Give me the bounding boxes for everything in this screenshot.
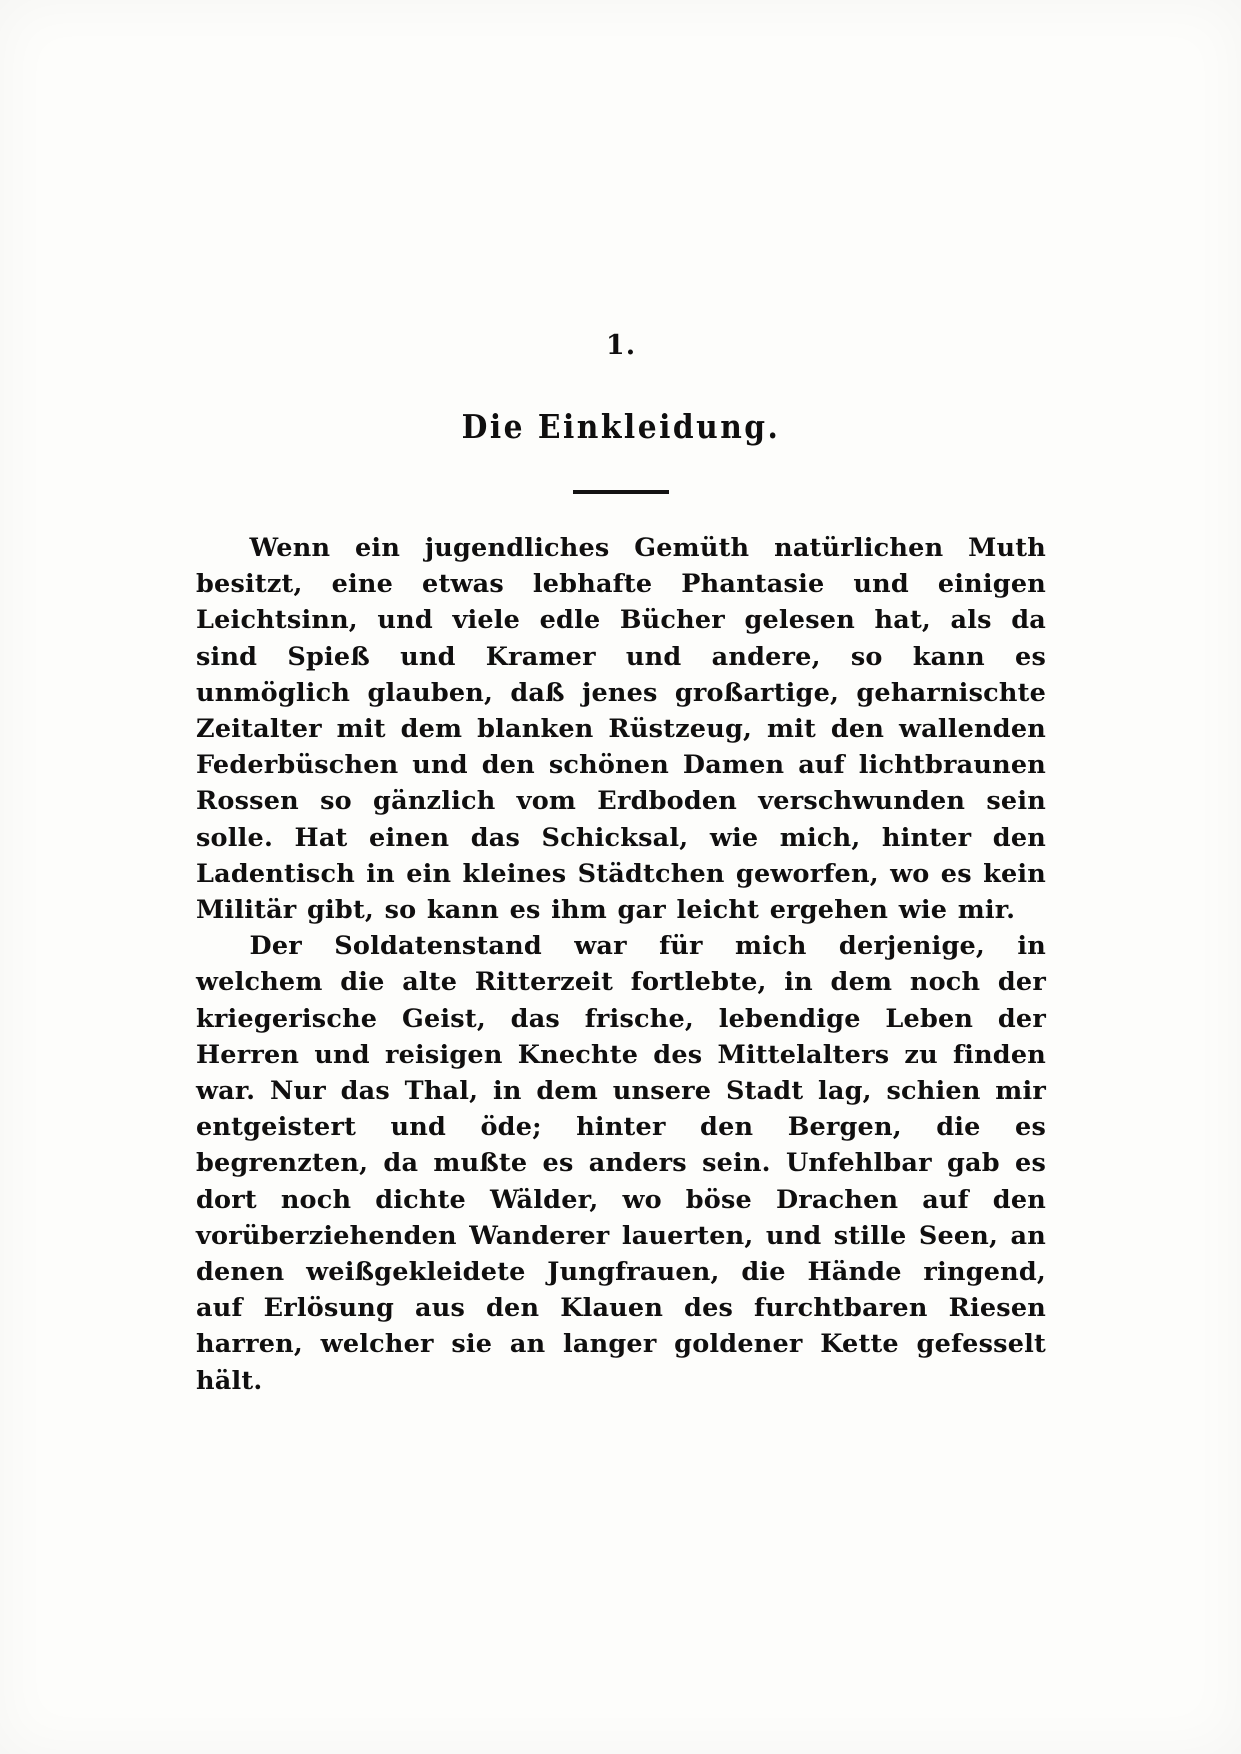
text-column — [196, 330, 1046, 1399]
section-divider — [196, 490, 1046, 494]
chapter-heading — [196, 330, 1046, 446]
body-text — [196, 530, 1046, 1399]
paragraph: Wenn ein jugendliches Gemüth natürlichen Muth besitzt, eine etwas lebhafte Phantasie und einigen Leichtsinn, und viele edle Bücher gelesen hat, als da sind Spieß und Kramer und andere, so kann es unmöglich glauben, daß jenes großartige, geharnischte Zeitalter mit dem blanken Rüstzeug, mit den wallenden Federbüschen und den schönen Damen auf lichtbraunen Rossen so gänzlich vom Erdboden verschwunden sein solle. Hat einen das Schicksal, wie mich, hinter den Ladentisch in ein kleines Städtchen geworfen, wo es kein Militär gibt, so kann es ihm gar leicht ergehen wie mir. — [196, 533, 1046, 926]
chapter-title: Die Einkleidung. — [461, 407, 781, 446]
paragraph: Der Soldatenstand war für mich derjenige, in welchem die alte Ritterzeit fortlebte, in dem noch der kriegerische Geist, das frische, lebendige Leben der Herren und reisigen Knechte des Mittelalters zu finden war. Nur das Thal, in dem unsere Stadt lag, schien mir entgeistert und öde; hinter den Bergen, die es begrenzten, da mußte es anders sein. Unfehlbar gab es dort noch dichte Wälder, wo böse Drachen auf den vorüberziehenden Wanderer lauerten, und stille Seen, an denen weißgekleidete Jungfrauen, die Hände ringend, auf Erlösung aus den Klauen des furchtbaren Riesen harren, welcher sie an langer goldener Kette gefesselt hält. — [196, 931, 1046, 1396]
chapter-number: 1. — [605, 330, 637, 361]
horizontal-rule-icon — [573, 490, 669, 494]
